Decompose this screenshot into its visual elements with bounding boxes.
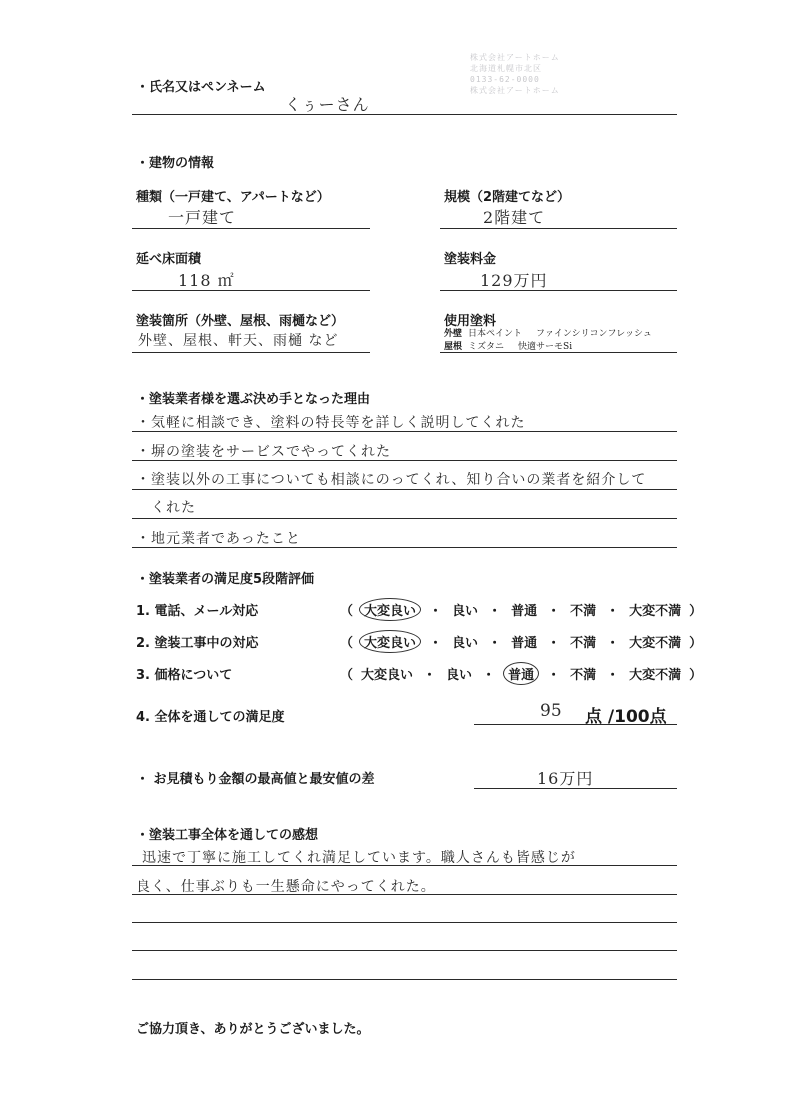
paint-used-label: 使用塗料 [444,314,497,329]
painting-fee-underline [440,290,677,291]
rating-option: 不満 [570,636,597,651]
reason-underline [132,460,677,461]
impression-line: 良く、仕事ぶりも一生懸命にやってくれた。 [136,879,436,895]
rating-option: 普通 [511,636,538,651]
rating-option-selected: 大変良い [359,598,421,621]
floor-area-value: 118 ㎡ [178,271,235,290]
scale-separator: ・ [482,668,496,683]
scale-separator: ・ [606,604,620,619]
paint-wall-maker: 日本ペイント [468,329,523,339]
rating-option-selected: 普通 [503,662,539,685]
name-label: ・氏名又はペンネーム [136,80,266,95]
estimate-value: 16万円 [537,769,594,788]
rating-scale [334,598,708,621]
reason-line: ・地元業者であったこと [136,531,301,547]
building-type-label: 種類（一戸建て、アパートなど） [136,190,330,205]
rating-scale [334,662,708,685]
impressions-heading: ・塗装工事全体を通しての感想 [136,828,319,843]
rating-option: 不満 [570,604,597,619]
scale-open-paren: （ [340,604,354,619]
rating-scale [334,630,708,653]
impression-underline [132,865,677,866]
overall-score: 95 [540,701,562,721]
paint-used-underline [440,352,677,353]
stamp-line: 株式会社アートホーム [470,86,560,95]
rating-option: 大変良い [361,668,414,683]
paint-roof-tag: 屋根 [444,342,463,352]
name-underline [132,114,677,115]
paint-roof-maker: ミズタニ [468,342,505,352]
scale-separator: ・ [488,636,502,651]
stamp-line: 0133-62-0000 [470,75,540,84]
paint-wall-row [444,326,666,339]
impression-underline [132,979,677,980]
stamp-line: 株式会社アートホーム [470,53,560,62]
scale-open-paren: （ [340,636,354,651]
impression-underline [132,894,677,895]
building-scale-value: 2階建て [483,208,546,227]
scale-separator: ・ [547,636,561,651]
rating-option-selected: 大変良い [359,630,421,653]
satisfaction-heading: ・塗装業者の満足度5段階評価 [136,572,315,587]
floor-area-underline [132,290,370,291]
scale-separator: ・ [488,604,502,619]
rating-option: 良い [446,668,473,683]
reason-line: ・塀の塗装をサービスでやってくれた [136,444,391,460]
building-scale-label: 規模（2階建てなど） [444,190,571,205]
reason-underline [132,431,677,432]
thanks-message: ご協力頂き、ありがとうございました。 [136,1022,370,1037]
stamp-line: 北海道札幌市北区 [470,64,542,73]
scale-separator: ・ [423,668,437,683]
paint-wall-tag: 外壁 [444,329,463,339]
rating-option: 大変不満 [629,636,682,651]
paint-roof-row [444,339,586,352]
impression-line: 迅速で丁寧に施工してくれ満足しています。職人さんも皆感じが [142,850,576,866]
overall-label: 4. 全体を通しての満足度 [136,710,285,725]
painting-spots-label: 塗装箇所（外壁、屋根、雨樋など） [136,314,345,329]
building-heading: ・建物の情報 [136,156,215,171]
overall-score-suffix: 点 /100点 [585,707,667,727]
overall-underline [474,724,677,725]
rating-option: 大変不満 [629,604,682,619]
question-label: 2. 塗装工事中の対応 [136,636,259,651]
scale-separator: ・ [547,668,561,683]
reasons-heading: ・塗装業者様を選ぶ決め手となった理由 [136,392,371,407]
paint-wall-product: ファインシリコンフレッシュ [536,329,652,339]
question-label: 3. 価格について [136,668,233,683]
reason-line: ・気軽に相談でき、塗料の特長等を詳しく説明してくれた [136,415,526,431]
reason-line: ・塗装以外の工事についても相談にのってくれ、知り合いの業者を紹介して [136,472,647,488]
building-type-underline [132,228,370,229]
company-stamp [470,52,620,96]
scale-separator: ・ [429,636,443,651]
building-scale-underline [440,228,677,229]
reason-underline [132,489,677,490]
rating-option: 大変不満 [629,668,682,683]
scale-separator: ・ [547,604,561,619]
reason-underline [132,547,677,548]
scale-close-paren: ） [689,668,703,683]
impression-underline [132,950,677,951]
rating-option: 不満 [570,668,597,683]
estimate-underline [474,788,677,789]
paint-roof-product: 快適サーモSi [518,342,573,352]
floor-area-label: 延べ床面積 [136,252,202,267]
name-value: くぅーさん [285,95,370,114]
rating-option: 良い [452,636,479,651]
rating-option: 良い [452,604,479,619]
scale-open-paren: （ [340,668,354,683]
building-type-value: 一戸建て [168,208,237,227]
scale-close-paren: ） [689,636,703,651]
painting-spots-underline [132,352,370,353]
reason-line: くれた [136,500,196,516]
scale-separator: ・ [429,604,443,619]
impression-underline [132,922,677,923]
painting-fee-label: 塗装料金 [444,252,497,267]
painting-spots-value: 外壁、屋根、軒天、雨樋 など [138,333,339,349]
scale-separator: ・ [606,636,620,651]
rating-option: 普通 [511,604,538,619]
estimate-label: ・ お見積もり金額の最高値と最安値の差 [136,772,375,787]
reason-underline [132,518,677,519]
question-label: 1. 電話、メール対応 [136,604,259,619]
scale-separator: ・ [606,668,620,683]
painting-fee-value: 129万円 [480,271,548,290]
scale-close-paren: ） [689,604,703,619]
